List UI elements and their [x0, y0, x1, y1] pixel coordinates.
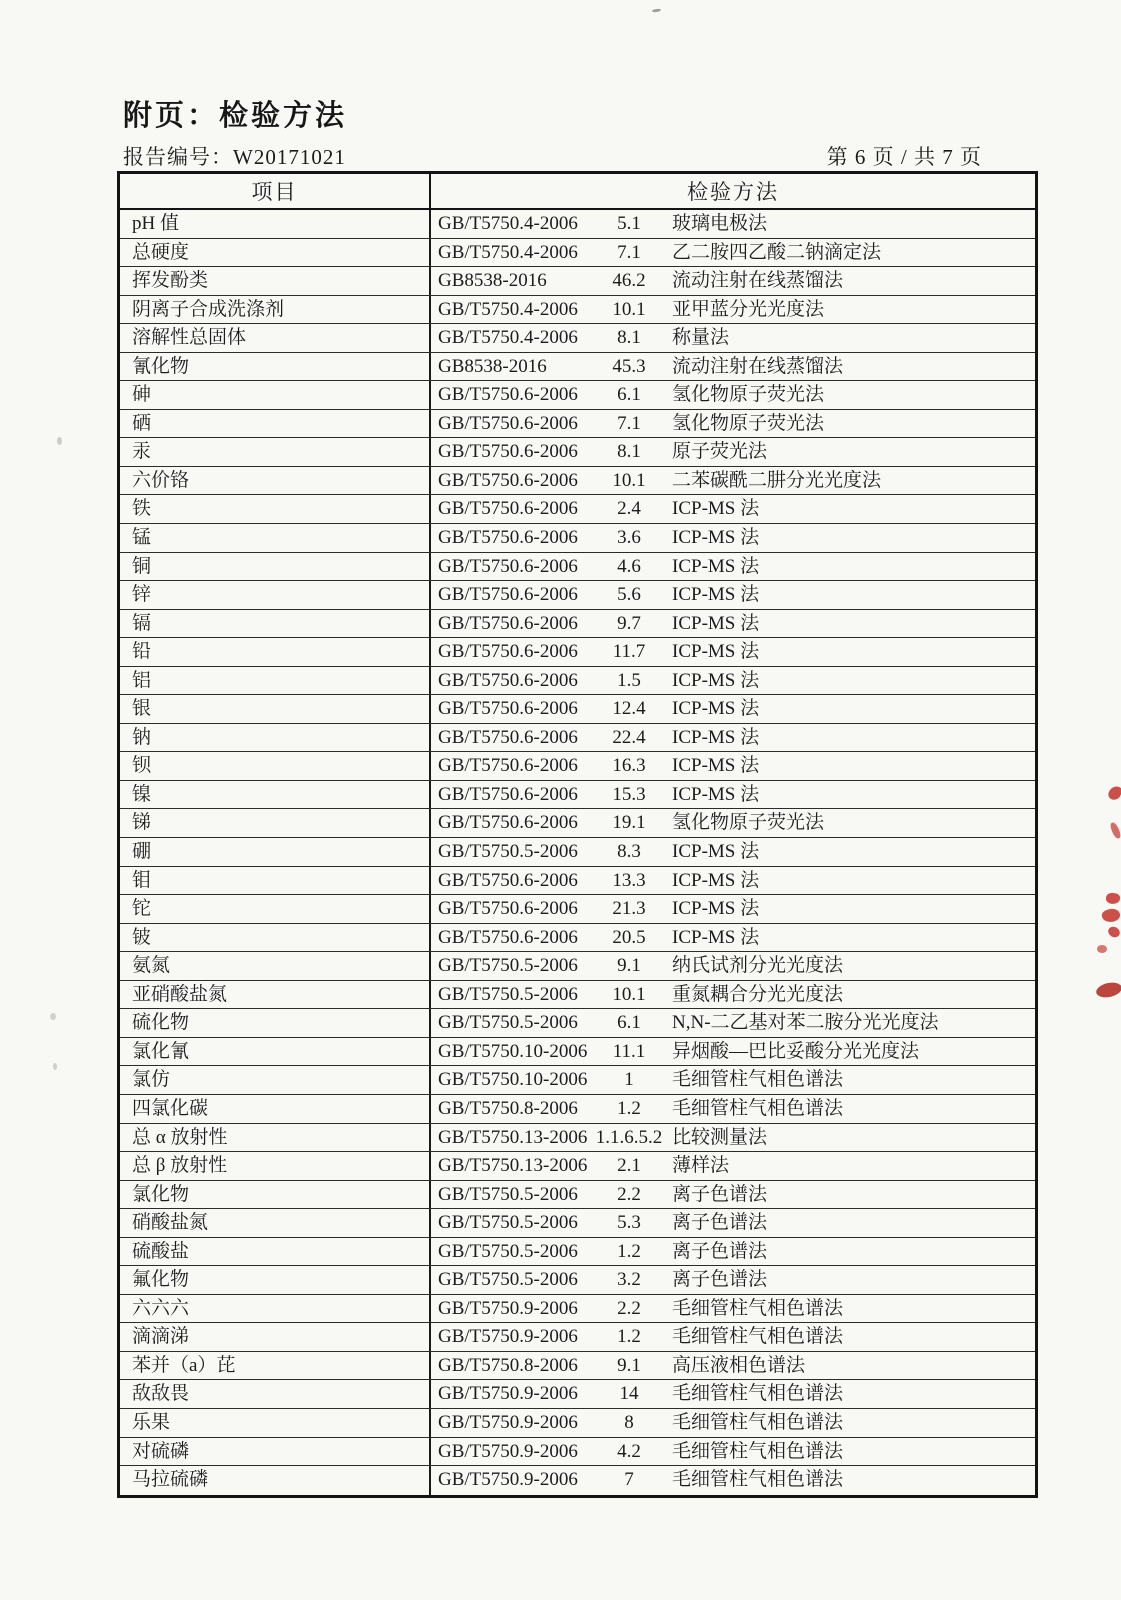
stamp-mark	[1101, 907, 1121, 924]
clause-number: 9.1	[617, 955, 641, 977]
item-name: 铜	[120, 553, 431, 581]
item-name: 锌	[120, 581, 431, 609]
item-name: 总 β 放射性	[120, 1152, 431, 1180]
standard-code: GB/T5750.6-2006	[438, 698, 578, 720]
standard-code: GB/T5750.6-2006	[438, 783, 578, 805]
standard-code: GB/T5750.13-2006	[438, 1126, 588, 1148]
standard-code: GB/T5750.5-2006	[438, 841, 578, 863]
clause-number: 14	[619, 1383, 639, 1405]
table-row	[120, 781, 1035, 810]
clause-number: 8.1	[617, 441, 641, 463]
clause-number: 2.1	[617, 1155, 641, 1177]
method-cell	[431, 324, 1035, 352]
item-name: 砷	[120, 381, 431, 409]
clause-number: 6.1	[617, 1012, 641, 1034]
method-name: 毛细管柱气相色谱法	[672, 1469, 844, 1491]
item-name: 对硫磷	[120, 1438, 431, 1466]
clause-number: 2.2	[617, 1297, 641, 1319]
method-cell	[431, 581, 1035, 609]
standard-code: GB8538-2016	[438, 355, 547, 377]
column-header-item: 项目	[120, 174, 431, 208]
standard-code: GB/T5750.9-2006	[438, 1326, 578, 1348]
standard-code: GB/T5750.6-2006	[438, 726, 578, 748]
table-row	[120, 1323, 1035, 1352]
method-name: 氢化物原子荧光法	[672, 412, 825, 434]
clause-number: 1.2	[617, 1326, 641, 1348]
table-row	[120, 752, 1035, 781]
table-row	[120, 239, 1035, 268]
method-cell	[431, 1438, 1035, 1466]
clause-number: 11.1	[612, 1040, 646, 1062]
table-row	[120, 695, 1035, 724]
method-cell	[431, 381, 1035, 409]
method-cell	[431, 267, 1035, 295]
method-name: ICP-MS 法	[672, 926, 760, 948]
method-cell	[431, 809, 1035, 837]
standard-code: GB/T5750.6-2006	[438, 898, 578, 920]
item-name: 硒	[120, 410, 431, 438]
method-name: 氢化物原子荧光法	[672, 812, 825, 834]
column-header-method: 检验方法	[687, 180, 779, 204]
table-header-row	[120, 174, 1035, 210]
table-row	[120, 610, 1035, 639]
standard-code: GB/T5750.4-2006	[438, 241, 578, 263]
method-name: 离子色谱法	[672, 1240, 768, 1262]
standard-code: GB/T5750.6-2006	[438, 584, 578, 606]
report-number	[123, 141, 346, 171]
standard-code: GB/T5750.6-2006	[438, 869, 578, 891]
item-name: 铅	[120, 638, 431, 666]
item-name: 镉	[120, 610, 431, 638]
clause-number: 7.1	[617, 412, 641, 434]
standard-code: GB/T5750.9-2006	[438, 1440, 578, 1462]
method-cell	[431, 1009, 1035, 1037]
method-name: ICP-MS 法	[672, 669, 760, 691]
stamp-mark	[1105, 892, 1121, 905]
table-row	[120, 467, 1035, 496]
clause-number: 5.3	[617, 1212, 641, 1234]
method-cell	[431, 638, 1035, 666]
item-name: 六六六	[120, 1295, 431, 1323]
table-row	[120, 1295, 1035, 1324]
standard-code: GB/T5750.9-2006	[438, 1411, 578, 1433]
table-row	[120, 438, 1035, 467]
item-name: 氯仿	[120, 1066, 431, 1094]
table-row	[120, 1038, 1035, 1067]
clause-number: 5.1	[617, 213, 641, 234]
method-cell	[431, 895, 1035, 923]
item-name: 亚硝酸盐氮	[120, 981, 431, 1009]
method-name: 原子荧光法	[672, 441, 768, 463]
method-name: 薄样法	[672, 1155, 730, 1177]
table-row	[120, 324, 1035, 353]
standard-code: GB/T5750.5-2006	[438, 1012, 578, 1034]
clause-number: 16.3	[612, 755, 646, 777]
table-row	[120, 667, 1035, 696]
method-name: ICP-MS 法	[672, 869, 760, 891]
method-cell	[431, 752, 1035, 780]
item-name: 挥发酚类	[120, 267, 431, 295]
item-name: 铝	[120, 667, 431, 695]
meta-row	[123, 141, 982, 171]
item-name: 总 α 放射性	[120, 1124, 431, 1152]
table-row	[120, 1066, 1035, 1095]
standard-code: GB/T5750.6-2006	[438, 527, 578, 549]
standard-code: GB/T5750.6-2006	[438, 384, 578, 406]
item-name: 锰	[120, 524, 431, 552]
table-row	[120, 1409, 1035, 1438]
method-cell	[431, 1066, 1035, 1094]
standard-code: GB/T5750.6-2006	[438, 612, 578, 634]
method-cell	[431, 210, 1035, 238]
standard-code: GB/T5750.8-2006	[438, 1354, 578, 1376]
method-name: ICP-MS 法	[672, 726, 760, 748]
clause-number: 1.1.6.5.2	[595, 1126, 663, 1148]
table-row	[120, 353, 1035, 382]
table-row	[120, 924, 1035, 953]
method-name: ICP-MS 法	[672, 527, 760, 549]
method-name: 重氮耦合分光光度法	[672, 983, 844, 1005]
item-name: 滴滴涕	[120, 1323, 431, 1351]
method-name: N,N-二乙基对苯二胺分光光度法	[672, 1012, 939, 1034]
table-row	[120, 581, 1035, 610]
method-cell	[431, 467, 1035, 495]
table-row	[120, 296, 1035, 325]
item-name: 锑	[120, 809, 431, 837]
report-number-value: W20171021	[233, 145, 346, 169]
method-cell	[431, 296, 1035, 324]
table-row	[120, 1181, 1035, 1210]
clause-number: 9.7	[617, 612, 641, 634]
scan-artifact	[53, 1063, 57, 1070]
method-cell	[431, 1095, 1035, 1123]
method-name: 离子色谱法	[672, 1212, 768, 1234]
method-cell	[431, 1124, 1035, 1152]
method-cell	[431, 1209, 1035, 1237]
method-name: 称量法	[672, 327, 730, 349]
method-name: 亚甲蓝分光光度法	[672, 298, 825, 320]
clause-number: 15.3	[612, 783, 646, 805]
table-row	[120, 1352, 1035, 1381]
stamp-mark	[1097, 945, 1107, 953]
clause-number: 1.5	[617, 669, 641, 691]
stamp-mark	[1107, 784, 1121, 801]
table-row	[120, 809, 1035, 838]
table-row	[120, 495, 1035, 524]
method-name: 乙二胺四乙酸二钠滴定法	[672, 241, 882, 263]
method-name: 流动注射在线蒸馏法	[672, 270, 844, 292]
method-cell	[431, 1380, 1035, 1408]
clause-number: 46.2	[612, 270, 646, 292]
method-name: 毛细管柱气相色谱法	[672, 1297, 844, 1319]
method-name: ICP-MS 法	[672, 584, 760, 606]
table-row	[120, 895, 1035, 924]
method-cell	[431, 952, 1035, 980]
standard-code: GB/T5750.5-2006	[438, 1269, 578, 1291]
standard-code: GB/T5750.4-2006	[438, 327, 578, 349]
item-name: 银	[120, 695, 431, 723]
table-row	[120, 981, 1035, 1010]
table-row	[120, 867, 1035, 896]
item-name: 马拉硫磷	[120, 1466, 431, 1495]
method-cell	[431, 1152, 1035, 1180]
clause-number: 1	[624, 1069, 634, 1091]
clause-number: 8.3	[617, 841, 641, 863]
item-name: 钡	[120, 752, 431, 780]
standard-code: GB/T5750.13-2006	[438, 1155, 588, 1177]
item-name: 硫化物	[120, 1009, 431, 1037]
clause-number: 3.6	[617, 527, 641, 549]
method-cell	[431, 1323, 1035, 1351]
method-name: 玻璃电极法	[672, 213, 768, 234]
method-name: 毛细管柱气相色谱法	[672, 1411, 844, 1433]
standard-code: GB/T5750.10-2006	[438, 1040, 588, 1062]
method-cell	[431, 667, 1035, 695]
method-cell	[431, 695, 1035, 723]
clause-number: 1.2	[617, 1240, 641, 1262]
standard-code: GB/T5750.6-2006	[438, 926, 578, 948]
standard-code: GB/T5750.6-2006	[438, 641, 578, 663]
item-name: 镍	[120, 781, 431, 809]
table-row	[120, 553, 1035, 582]
page-title: 附页：检验方法	[123, 100, 348, 132]
method-name: 高压液相色谱法	[672, 1354, 806, 1376]
method-cell	[431, 1295, 1035, 1323]
method-cell	[431, 1238, 1035, 1266]
method-name: 毛细管柱气相色谱法	[672, 1097, 844, 1119]
method-name: 二苯碳酰二肼分光光度法	[672, 469, 882, 491]
clause-number: 5.6	[617, 584, 641, 606]
stamp-mark	[1109, 821, 1121, 839]
clause-number: 2.2	[617, 1183, 641, 1205]
standard-code: GB/T5750.6-2006	[438, 441, 578, 463]
standard-code: GB/T5750.6-2006	[438, 498, 578, 520]
table-row	[120, 1124, 1035, 1153]
report-number-label: 报告编号：	[123, 145, 233, 169]
table-row	[120, 1209, 1035, 1238]
standard-code: GB8538-2016	[438, 270, 547, 292]
item-name: 硼	[120, 838, 431, 866]
standard-code: GB/T5750.6-2006	[438, 555, 578, 577]
method-cell	[431, 553, 1035, 581]
clause-number: 3.2	[617, 1269, 641, 1291]
table-row	[120, 1152, 1035, 1181]
item-name: 氟化物	[120, 1266, 431, 1294]
clause-number: 19.1	[612, 812, 646, 834]
standard-code: GB/T5750.9-2006	[438, 1469, 578, 1491]
clause-number: 22.4	[612, 726, 646, 748]
standard-code: GB/T5750.5-2006	[438, 983, 578, 1005]
clause-number: 4.6	[617, 555, 641, 577]
method-name: 异烟酸—巴比妥酸分光光度法	[672, 1040, 920, 1062]
clause-number: 13.3	[612, 869, 646, 891]
method-name: ICP-MS 法	[672, 498, 760, 520]
table-row	[120, 1095, 1035, 1124]
item-name: 硫酸盐	[120, 1238, 431, 1266]
item-name: 阴离子合成洗涤剂	[120, 296, 431, 324]
item-name: 苯并（a）芘	[120, 1352, 431, 1380]
table-row	[120, 1380, 1035, 1409]
clause-number: 8	[624, 1411, 634, 1433]
scan-artifact	[50, 1013, 56, 1020]
standard-code: GB/T5750.5-2006	[438, 1183, 578, 1205]
item-name: 钠	[120, 724, 431, 752]
method-name: ICP-MS 法	[672, 698, 760, 720]
clause-number: 4.2	[617, 1440, 641, 1462]
item-name: 氯化物	[120, 1181, 431, 1209]
item-name: 氨氮	[120, 952, 431, 980]
table-row	[120, 524, 1035, 553]
standard-code: GB/T5750.5-2006	[438, 955, 578, 977]
table-row	[120, 410, 1035, 439]
item-name: 汞	[120, 438, 431, 466]
clause-number: 10.1	[612, 983, 646, 1005]
table-row	[120, 1238, 1035, 1267]
clause-number: 9.1	[617, 1354, 641, 1376]
method-cell	[431, 724, 1035, 752]
item-name: pH 值	[120, 210, 431, 238]
standard-code: GB/T5750.6-2006	[438, 469, 578, 491]
method-name: 氢化物原子荧光法	[672, 384, 825, 406]
method-name: 流动注射在线蒸馏法	[672, 355, 844, 377]
item-name: 钼	[120, 867, 431, 895]
clause-number: 20.5	[612, 926, 646, 948]
table-row	[120, 638, 1035, 667]
method-cell	[431, 524, 1035, 552]
standard-code: GB/T5750.5-2006	[438, 1212, 578, 1234]
clause-number: 6.1	[617, 384, 641, 406]
standard-code: GB/T5750.6-2006	[438, 755, 578, 777]
standard-code: GB/T5750.6-2006	[438, 669, 578, 691]
clause-number: 7	[624, 1469, 634, 1491]
item-name: 总硬度	[120, 239, 431, 267]
page-indicator: 第 6 页 / 共 7 页	[826, 145, 982, 169]
table-row	[120, 724, 1035, 753]
standard-code: GB/T5750.8-2006	[438, 1097, 578, 1119]
method-name: ICP-MS 法	[672, 898, 760, 920]
method-cell	[431, 495, 1035, 523]
method-name: 离子色谱法	[672, 1269, 768, 1291]
method-cell	[431, 1181, 1035, 1209]
method-cell	[431, 924, 1035, 952]
method-name: 毛细管柱气相色谱法	[672, 1383, 844, 1405]
standard-code: GB/T5750.6-2006	[438, 812, 578, 834]
method-name: ICP-MS 法	[672, 641, 760, 663]
item-name: 六价铬	[120, 467, 431, 495]
standard-code: GB/T5750.9-2006	[438, 1383, 578, 1405]
item-name: 乐果	[120, 1409, 431, 1437]
method-name: ICP-MS 法	[672, 755, 760, 777]
item-name: 铊	[120, 895, 431, 923]
clause-number: 8.1	[617, 327, 641, 349]
method-name: 离子色谱法	[672, 1183, 768, 1205]
method-cell	[431, 1409, 1035, 1437]
method-name: 毛细管柱气相色谱法	[672, 1326, 844, 1348]
method-cell	[431, 410, 1035, 438]
standard-code: GB/T5750.4-2006	[438, 213, 578, 234]
table-row	[120, 838, 1035, 867]
clause-number: 11.7	[612, 641, 646, 663]
method-name: ICP-MS 法	[672, 555, 760, 577]
standard-code: GB/T5750.6-2006	[438, 412, 578, 434]
method-cell	[431, 1466, 1035, 1495]
method-cell	[431, 353, 1035, 381]
standard-code: GB/T5750.10-2006	[438, 1069, 588, 1091]
stamp-mark	[1095, 980, 1121, 999]
method-cell	[431, 438, 1035, 466]
table-row	[120, 1466, 1035, 1495]
table-row	[120, 210, 1035, 239]
table-row	[120, 952, 1035, 981]
method-name: 毛细管柱气相色谱法	[672, 1069, 844, 1091]
item-name: 氯化氰	[120, 1038, 431, 1066]
method-name: 纳氏试剂分光光度法	[672, 955, 844, 977]
clause-number: 7.1	[617, 241, 641, 263]
method-cell	[431, 838, 1035, 866]
method-name: 毛细管柱气相色谱法	[672, 1440, 844, 1462]
scan-artifact	[57, 437, 62, 445]
table-body	[120, 210, 1035, 1495]
table-row	[120, 1266, 1035, 1295]
method-cell	[431, 1352, 1035, 1380]
method-name: ICP-MS 法	[672, 783, 760, 805]
method-name: ICP-MS 法	[672, 841, 760, 863]
clause-number: 2.4	[617, 498, 641, 520]
item-name: 硝酸盐氮	[120, 1209, 431, 1237]
clause-number: 45.3	[612, 355, 646, 377]
table-row	[120, 381, 1035, 410]
item-name: 铁	[120, 495, 431, 523]
scan-artifact	[652, 8, 661, 12]
table-row	[120, 1438, 1035, 1467]
item-name: 敌敌畏	[120, 1380, 431, 1408]
item-name: 氰化物	[120, 353, 431, 381]
method-name: ICP-MS 法	[672, 612, 760, 634]
method-cell	[431, 610, 1035, 638]
methods-table	[117, 171, 1038, 1498]
clause-number: 21.3	[612, 898, 646, 920]
method-cell	[431, 781, 1035, 809]
clause-number: 1.2	[617, 1097, 641, 1119]
method-name: 比较测量法	[672, 1126, 768, 1148]
table-row	[120, 1009, 1035, 1038]
stamp-mark	[1106, 925, 1121, 940]
clause-number: 10.1	[612, 298, 646, 320]
method-cell	[431, 867, 1035, 895]
method-cell	[431, 981, 1035, 1009]
item-name: 溶解性总固体	[120, 324, 431, 352]
item-name: 铍	[120, 924, 431, 952]
clause-number: 12.4	[612, 698, 646, 720]
standard-code: GB/T5750.9-2006	[438, 1297, 578, 1319]
method-cell	[431, 1266, 1035, 1294]
table-row	[120, 267, 1035, 296]
standard-code: GB/T5750.5-2006	[438, 1240, 578, 1262]
method-cell	[431, 1038, 1035, 1066]
clause-number: 10.1	[612, 469, 646, 491]
method-cell	[431, 239, 1035, 267]
item-name: 四氯化碳	[120, 1095, 431, 1123]
standard-code: GB/T5750.4-2006	[438, 298, 578, 320]
